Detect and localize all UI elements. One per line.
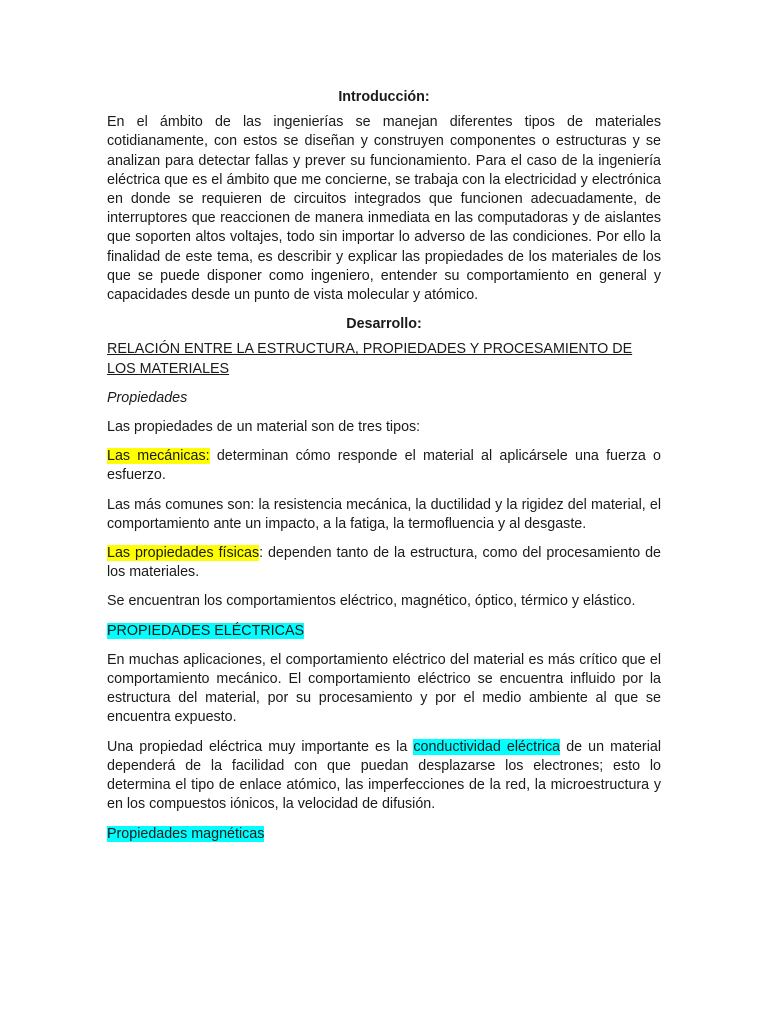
mechanical-text: determinan cómo responde el material al aplicársele una fuerza o esfuerzo.: [107, 448, 661, 484]
intro-paragraph: En el ámbito de las ingenierías se manejan diferentes tipos de materiales cotidianamente, con estos se diseñan y construyen componentes o estructuras y se analizan para detectar fallas y prever su funcionamiento. Para el caso de la ingeniería eléctrica que es el ámbito que me concierne, se trabaja con la electricidad y electrónica en donde se requieren de circuitos integrados que funcionen adecuadamente, de interruptores que reaccionen de manera inmediata en las computadoras y de aislantes que soporten altos voltajes, todo sin importar lo adverso de las condiciones. Por ello la finalidad de este tema, es describir y explicar las propiedades de los materiales de los que se puede disponer como ingeniero, entender su comportamiento en general y capacidades desde un punto de vista molecular y atómico.: [107, 114, 661, 304]
conductivity-highlight: conductividad eléctrica: [413, 738, 561, 755]
magnetic-heading: Propiedades magnéticas: [107, 825, 265, 842]
section-title: RELACIÓN ENTRE LA ESTRUCTURA, PROPIEDADES Y PROCESAMIENTO DE LOS MATERIALES: [107, 341, 633, 377]
behaviors-paragraph: Se encuentran los comportamientos eléctrico, magnético, óptico, térmico y elástico.: [107, 593, 636, 610]
electrical-heading-line: [107, 622, 661, 641]
types-intro: Las propiedades de un material son de tres tipos:: [107, 419, 421, 436]
electrical-heading: PROPIEDADES ELÉCTRICAS: [107, 622, 305, 639]
common-properties-paragraph: Las más comunes son: la resistencia mecánica, la ductilidad y la rigidez del material, el comportamiento ante un impacto, a la fatiga, la termofluencia y al desgaste.: [107, 496, 661, 532]
physical-text: : dependen tanto de la estructura, como del procesamiento de los materiales.: [107, 545, 661, 581]
development-heading: Desarrollo:: [346, 316, 422, 333]
magnetic-heading-line: [107, 825, 661, 844]
properties-subtitle: Propiedades: [107, 389, 188, 406]
conductivity-paragraph: [107, 738, 661, 815]
mechanical-paragraph: [107, 447, 661, 485]
physical-label: Las propiedades físicas: [107, 545, 260, 562]
physical-paragraph: [107, 544, 661, 582]
electrical-paragraph: En muchas aplicaciones, el comportamiento eléctrico del material es más crítico que el comportamiento mecánico. El comportamiento eléctrico se encuentra influido por la estructura del material, por su procesamiento y por el medio ambiente al que se encuentra expuesto.: [107, 651, 661, 726]
intro-heading: Introducción:: [338, 89, 430, 105]
conductivity-before: Una propiedad eléctrica muy importante es la: [107, 738, 414, 755]
mechanical-label: Las mecánicas:: [107, 448, 210, 465]
conductivity-after: de un material dependerá de la facilidad con que puedan desplazarse los electrones; esto lo determina el tipo de enlace atómico, las imperfecciones de la red, la microestructura y en los compuestos iónicos, la velocidad de difusión.: [107, 738, 662, 813]
